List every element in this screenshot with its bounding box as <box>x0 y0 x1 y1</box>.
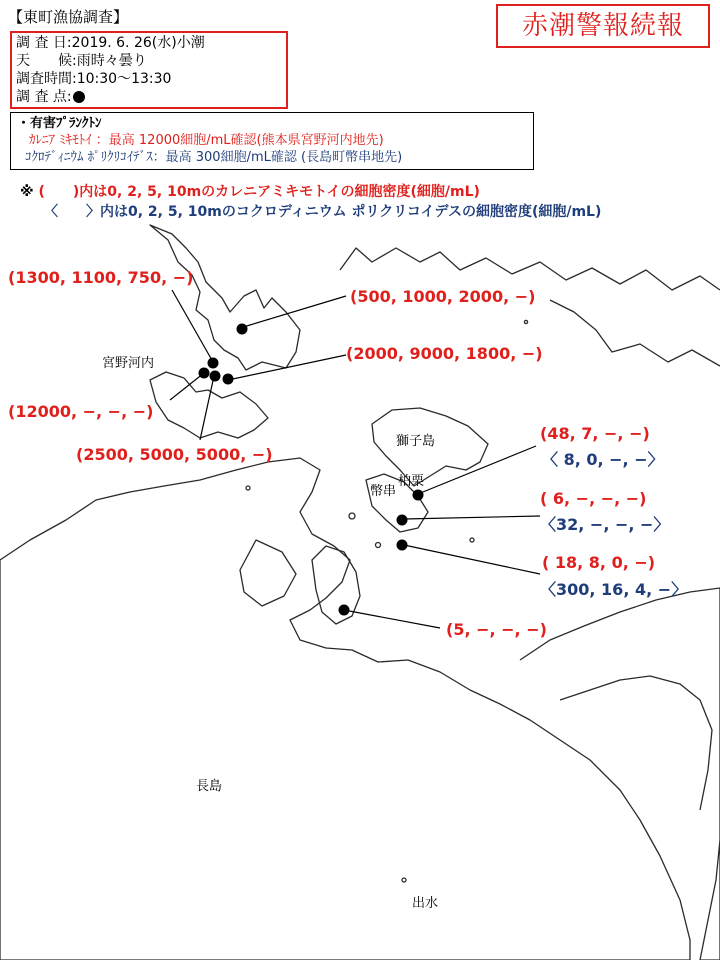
plankton-summary-box <box>10 112 534 170</box>
coastline-amakusa <box>150 225 300 370</box>
note-cochlodinium: 〈 〉内は0, 2, 5, 10mのコクロディニウム ポリクリコイデスの細胞密度(細胞/mL) <box>44 204 602 220</box>
karenia-summary: ｶﾚﾆｱ ﾐｷﾓﾄｲ ：最高 12000細胞/mL確認(熊本県宮野河内地先) <box>29 133 384 148</box>
place-heigushi: 幣串 <box>370 484 397 499</box>
station-dot-icon <box>73 91 85 103</box>
cochlodinium-summary: ｺｸﾛﾃﾞｨﾆｳﾑ ﾎﾟﾘｸﾘｺｲﾃﾞｽ：最高 300細胞/mL確認 (長島町幣串地先) <box>25 150 403 165</box>
coastline-nagashima-inner <box>240 540 296 606</box>
note-karenia <box>20 181 480 201</box>
weather-label: 天 候 <box>16 53 72 69</box>
station-label-blue: 〈300, 16, 4, −〉 <box>540 580 688 599</box>
point-label: 調 査 点 <box>16 89 67 105</box>
station-dot <box>339 605 350 616</box>
station-dot <box>199 368 210 379</box>
place-shishijima: 獅子島 <box>396 434 436 449</box>
coastline-izumi-inner <box>560 676 712 810</box>
note-karenia-text: ( )内は0, 2, 5, 10mのカレニアミキモトイの細胞密度(細胞/mL) <box>38 184 480 200</box>
coastline-miyanokawachi <box>150 372 268 438</box>
note-mark: ※ <box>20 184 34 200</box>
alert-title: 赤潮警報続報 <box>496 4 710 48</box>
point-row: 調 査 点: <box>16 88 282 106</box>
coastline-upper-right <box>340 248 720 290</box>
station-label-red: (2000, 9000, 1800, −) <box>346 344 543 363</box>
coastline-east-lobe <box>312 546 360 624</box>
survey-title: 【東町漁協調査】 <box>8 8 129 26</box>
time-value: 10:30〜13:30 <box>76 71 172 87</box>
station-label-blue: 〈 8, 0, −, −〉 <box>542 450 664 469</box>
date-value: 2019. 6. 26(水)小潮 <box>71 35 205 51</box>
station-label-red: (12000, −, −, −) <box>8 402 154 421</box>
date-row: 調 査 日:2019. 6. 26(水)小潮 <box>16 35 205 51</box>
station-label-red: (48, 7, −, −) <box>540 424 650 443</box>
place-nagashima: 長島 <box>196 779 223 794</box>
station-dot <box>237 324 248 335</box>
survey-info-box <box>10 31 288 109</box>
place-miyanokawachi: 宮野河内 <box>102 356 155 371</box>
place-izumi: 出水 <box>412 896 439 911</box>
station-label-red: (1300, 1100, 750, −) <box>8 268 194 287</box>
station-label-red: (5, −, −, −) <box>446 620 547 639</box>
station-label-blue: 〈32, −, −, −〉 <box>540 515 670 534</box>
station-label-red: ( 18, 8, 0, −) <box>542 553 656 572</box>
date-label: 調 査 日 <box>16 35 67 51</box>
station-label-red: ( 6, −, −, −) <box>540 489 647 508</box>
place-kashiwagui: 柏栗 <box>398 474 425 489</box>
weather-value: 雨時々曇り <box>76 53 147 69</box>
station-label-red: (500, 1000, 2000, −) <box>350 287 536 306</box>
station-dot <box>397 540 408 551</box>
weather-row: 天 候:雨時々曇り <box>16 53 147 69</box>
plankton-heading: ・有害ﾌﾟﾗﾝｸﾄﾝ <box>17 116 102 131</box>
coastline-upper-right-2 <box>550 300 720 366</box>
time-label: 調査時間 <box>16 71 72 87</box>
coastline-izumi <box>520 588 720 960</box>
station-dot <box>413 490 424 501</box>
station-dot <box>210 371 221 382</box>
station-dot <box>208 358 219 369</box>
station-label-red: (2500, 5000, 5000, −) <box>76 445 273 464</box>
station-dot <box>223 374 234 385</box>
station-dot <box>397 515 408 526</box>
time-row: 調査時間:10:30〜13:30 <box>16 71 172 87</box>
